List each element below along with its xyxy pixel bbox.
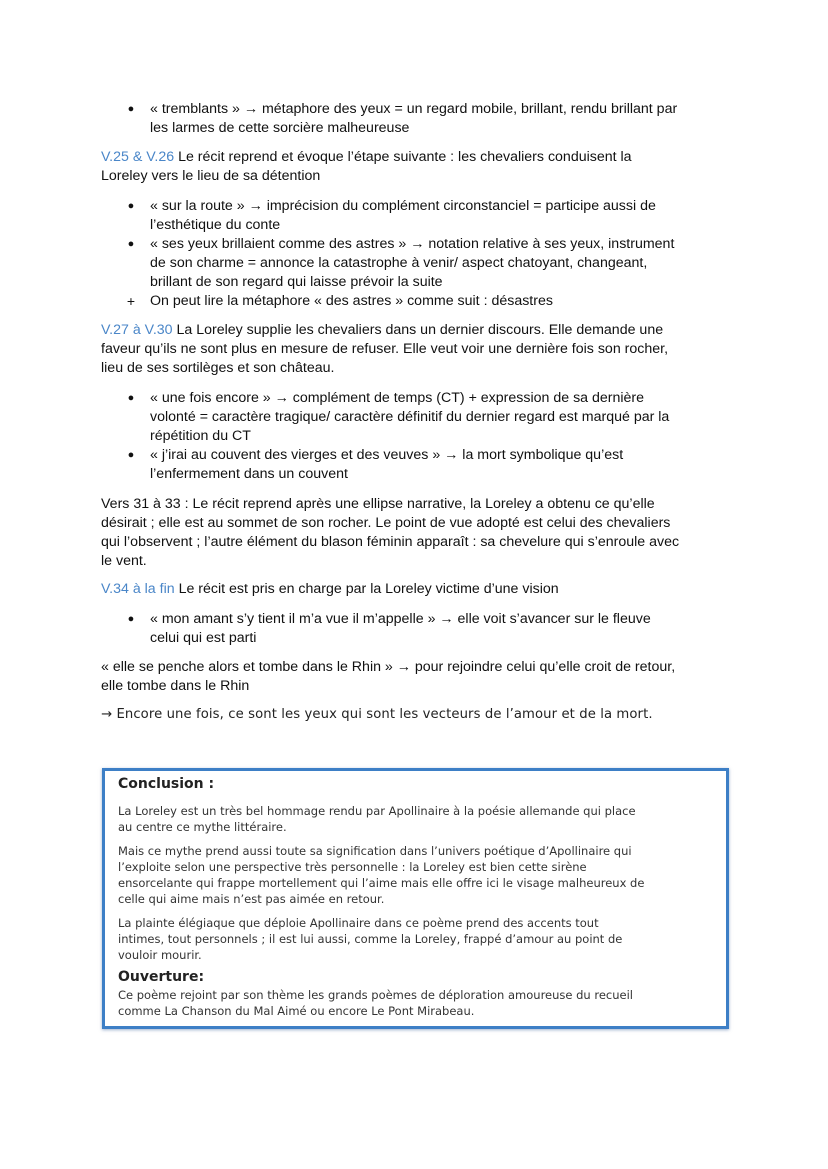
bullet-marker: ●: [127, 449, 135, 461]
text-line: celle qui aime mais n’est pas aimée en retour.: [118, 892, 385, 906]
section-paragraph: [101, 148, 731, 186]
text-line: au centre ce mythe littéraire.: [118, 820, 287, 834]
list-item-line: celui qui est parti: [150, 630, 257, 646]
text-line: Mais ce mythe prend aussi toute sa signification dans l’univers poétique d’Apollinaire qui: [118, 844, 632, 858]
bullet-marker: ●: [127, 238, 135, 250]
section-paragraph: [101, 495, 731, 571]
list-item-line: « une fois encore » → complément de temps (CT) + expression de sa dernière: [150, 390, 645, 406]
paragraph-text: elle tombe dans le Rhin: [101, 678, 250, 694]
section-ref: V.27 à V.30: [101, 322, 173, 338]
paragraph-text: lieu de ses sortilèges et son château.: [101, 360, 335, 376]
list-item: [127, 610, 730, 648]
paragraph-text: désirait ; elle est au sommet de son rocher. Le point de vue adopté est celui des chevaliers: [101, 515, 671, 531]
list-item-line: On peut lire la métaphore « des astres » comme suit : désastres: [150, 293, 553, 309]
ouverture-paragraph: [118, 987, 708, 1019]
section-paragraph: [101, 321, 731, 378]
bullet-marker: ●: [127, 200, 135, 212]
section-ref: V.25 & V.26: [101, 149, 175, 165]
paragraph-text: La Loreley supplie les chevaliers dans un dernier discours. Elle demande une: [172, 322, 664, 338]
paragraph-text: Loreley vers le lieu de sa détention: [101, 168, 321, 184]
paragraph-text: « elle se penche alors et tombe dans le Rhin » → pour rejoindre celui qu’elle croit de retour,: [101, 659, 676, 675]
paragraph-text: le vent.: [101, 553, 147, 569]
list-item: [127, 389, 730, 446]
list-item-line: l’enfermement dans un couvent: [150, 466, 348, 482]
bullet-marker: ●: [127, 613, 135, 625]
list-item-line: « ses yeux brillaient comme des astres » → notation relative à ses yeux, instrument: [150, 236, 675, 252]
conclusion-paragraph: [118, 803, 708, 835]
list-item: [127, 197, 730, 235]
list-item: [127, 446, 730, 484]
section-ref: V.34 à la fin: [101, 581, 175, 597]
bullet-marker: ●: [127, 103, 135, 115]
text-line: ensorcelante qui frappe mortellement qui l’aime mais elle offre ici le visage malheureux de: [118, 876, 645, 890]
list-item-line: volonté = caractère tragique/ caractère définitif du dernier regard est marqué par la: [150, 409, 670, 425]
section-paragraph: [101, 580, 731, 599]
paragraph-text: Vers 31 à 33 : Le récit reprend après une ellipse narrative, la Loreley a obtenu ce qu’elle: [101, 496, 655, 512]
list-item-line: répétition du CT: [150, 428, 251, 444]
conclusion-box: [102, 768, 729, 1029]
list-item-line: « tremblants » → métaphore des yeux = un regard mobile, brillant, rendu brillant par: [150, 101, 678, 117]
text-line: Ce poème rejoint par son thème les grands poèmes de déploration amoureuse du recueil: [118, 988, 634, 1002]
list-item-line: « mon amant s’y tient il m’a vue il m’appelle » → elle voit s’avancer sur le fleuve: [150, 611, 651, 627]
paragraph-text: Le récit reprend et évoque l’étape suivante : les chevaliers conduisent la: [174, 149, 632, 165]
list-item: [127, 235, 730, 292]
text-line: comme La Chanson du Mal Aimé ou encore Le Pont Mirabeau.: [118, 1004, 475, 1018]
list-item-line: l’esthétique du conte: [150, 217, 281, 233]
paragraph-text: Le récit est pris en charge par la Loreley victime d’une vision: [174, 581, 559, 597]
list-item-line: « sur la route » → imprécision du complément circonstanciel = participe aussi de: [150, 198, 656, 214]
list-item: [126, 292, 730, 311]
list-item-line: les larmes de cette sorcière malheureuse: [150, 120, 410, 136]
list-item-line: « j’irai au couvent des vierges et des veuves » → la mort symbolique qu’est: [150, 447, 624, 463]
plus-marker: +: [126, 293, 136, 309]
list-item: [127, 100, 730, 138]
text-line: La Loreley est un très bel hommage rendu par Apollinaire à la poésie allemande qui place: [118, 804, 636, 818]
list-item-line: de son charme = annonce la catastrophe à venir/ aspect chatoyant, changeant,: [150, 255, 648, 271]
paragraph-text: qui l’observent ; l’autre élément du blason féminin apparaît : sa chevelure qui s’enroule avec: [101, 534, 680, 550]
text-line: l’exploite selon une perspective très personnelle : la Loreley est bien cette sirène: [118, 860, 587, 874]
conclusion-paragraph: [118, 915, 708, 963]
conclusion-heading: Conclusion :: [118, 776, 215, 792]
text-line: La plainte élégiaque que déploie Apollinaire dans ce poème prend des accents tout: [118, 916, 599, 930]
section-paragraph: [101, 658, 731, 696]
bullet-marker: ●: [127, 392, 135, 404]
text-line: vouloir mourir.: [118, 948, 202, 962]
ouverture-heading: Ouverture:: [118, 969, 205, 985]
paragraph-text: faveur qu’ils ne sont plus en mesure de refuser. Elle veut voir une dernière fois son rocher,: [101, 341, 669, 357]
list-item-line: brillant de son regard qui laisse prévoir la suite: [150, 274, 443, 290]
text-line: intimes, tout personnels ; il est lui aussi, comme la Loreley, frappé d’amour au point de: [118, 932, 623, 946]
summary-line: → Encore une fois, ce sont les yeux qui sont les vecteurs de l’amour et de la mort.: [101, 707, 653, 722]
conclusion-paragraph: [118, 843, 708, 907]
